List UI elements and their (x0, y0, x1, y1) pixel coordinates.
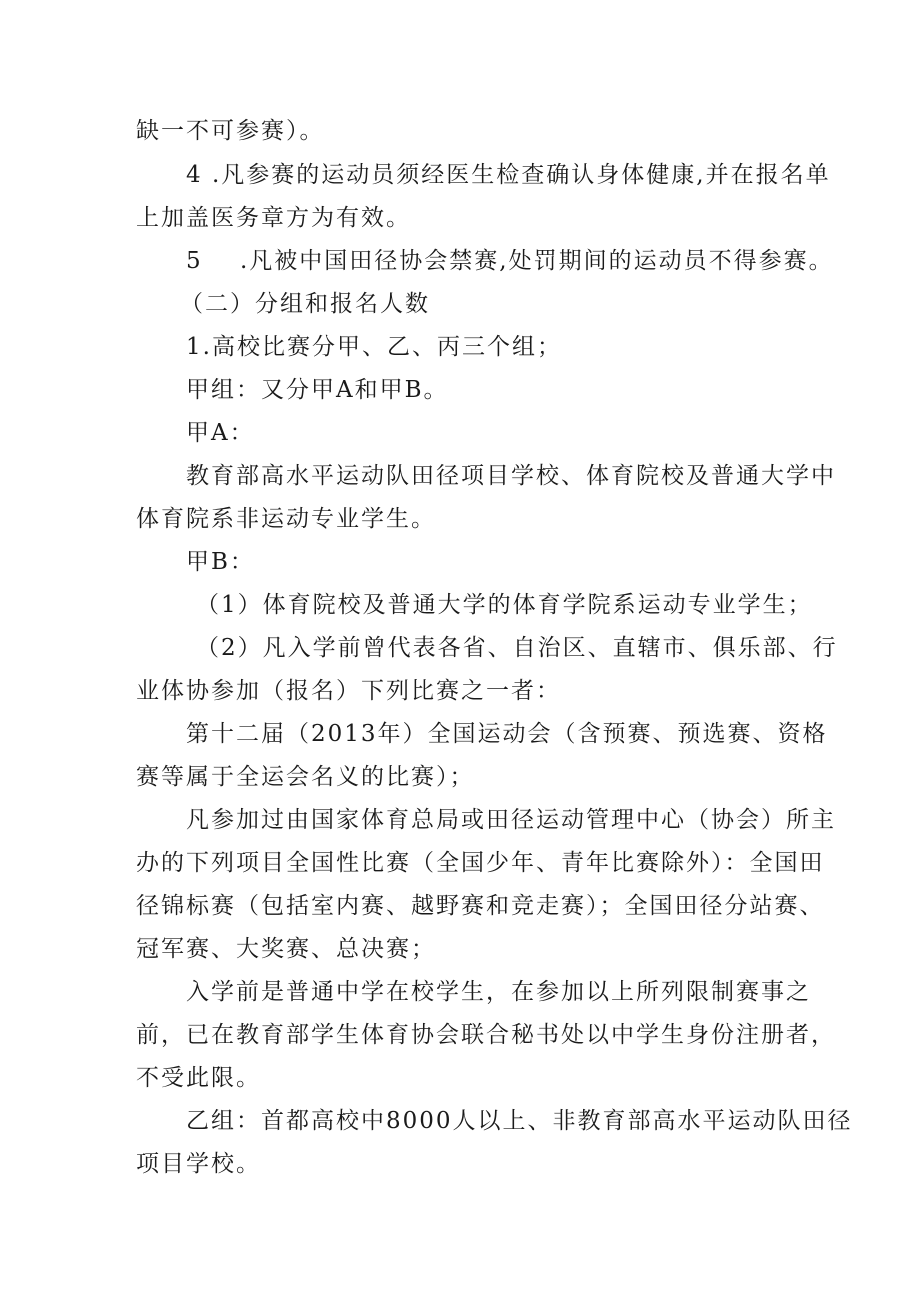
section-heading: （二）分组和报名人数 (180, 291, 430, 317)
text-line: .凡被中国田径协会禁赛,处罚期间的运动员不得参赛。 (240, 248, 834, 274)
text-line: 入学前是普通中学在校学生，在参加以上所列限制赛事之 (186, 979, 811, 1005)
text-line: 甲B： (186, 549, 255, 575)
text-line: 第十二届（2013年）全国运动会（含预赛、预选赛、资格 (186, 721, 828, 747)
text-line: 缺一不可参赛）。 (136, 118, 325, 144)
text-line: 赛等属于全运会名义的比赛）； (136, 764, 475, 790)
text-line: 甲组：又分甲A和甲B。 (186, 377, 449, 403)
text-line: 甲A： (186, 420, 255, 446)
text-line: 4 .凡参赛的运动员须经医生检查确认身体健康,并在报名单 (186, 162, 831, 188)
text-line: 不受此限。 (136, 1065, 261, 1091)
text-line: 体育院系非运动专业学生。 (136, 506, 436, 532)
item-number: 5 (186, 248, 203, 274)
text-line: 冠军赛、大奖赛、总决赛； (136, 936, 436, 962)
text-line: 教育部高水平运动队田径项目学校、体育院校及普通大学中 (186, 463, 836, 489)
text-line: 业体协参加（报名）下列比赛之一者： (136, 678, 561, 704)
text-line: 项目学校。 (136, 1151, 261, 1177)
text-line: 乙组：首都高校中8000人以上、非教育部高水平运动队田径 (186, 1108, 853, 1134)
text-line: 1.高校比赛分甲、乙、丙三个组； (186, 334, 562, 360)
text-line: 前，已在教育部学生体育协会联合秘书处以中学生身份注册者， (136, 1022, 836, 1048)
text-line: 办的下列项目全国性比赛（全国少年、青年比赛除外）：全国田 (136, 850, 825, 876)
text-line: 凡参加过由国家体育总局或田径运动管理中心（协会）所主 (186, 807, 836, 833)
text-line: 上加盖医务章方为有效。 (136, 205, 411, 231)
text-line: （1）体育院校及普通大学的体育学院系运动专业学生； (196, 592, 813, 618)
text-line: （2）凡入学前曾代表各省、自治区、直辖市、俱乐部、行 (196, 635, 838, 661)
text-line: 径锦标赛（包括室内赛、越野赛和竞走赛）；全国田径分站赛、 (136, 893, 825, 919)
